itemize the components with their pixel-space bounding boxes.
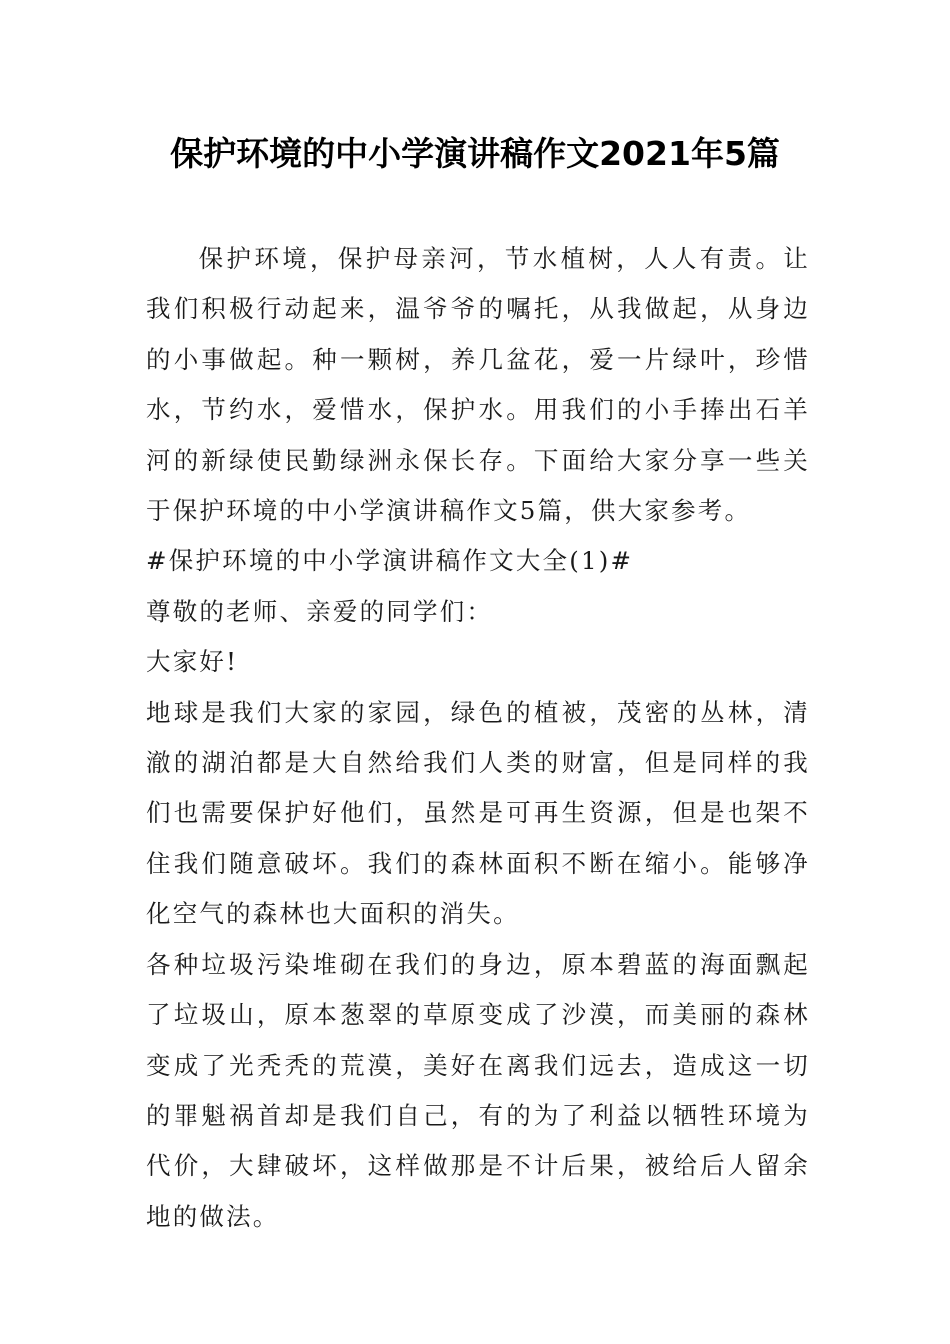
- document-title: 保护环境的中小学演讲稿作文2021年5篇: [170, 134, 780, 173]
- intro-paragraph: 保护环境，保护母亲河，节水植树，人人有责。让我们积极行动起来，温爷爷的嘱托，从我做起，从身边的小事做起。种一颗树，养几盆花，爱一片绿叶，珍惜水，节约水，爱惜水，保护水。用我们的小手捧出石羊河的新绿使民勤绿洲永保长存。下面给大家分享一些关于保护环境的中小学演讲稿作文5篇，供大家参考。: [146, 244, 810, 526]
- salutation: 尊敬的老师、亲爱的同学们：: [146, 596, 494, 626]
- greeting: 大家好!: [146, 647, 239, 677]
- section-heading: #保护环境的中小学演讲稿作文大全(1)#: [146, 546, 634, 576]
- document-body: [146, 234, 810, 1242]
- body-paragraph: 地球是我们大家的家园，绿色的植被，茂密的丛林，清澈的湖泊都是大自然给我们人类的财富，但是同样的我们也需要保护好他们，虽然是可再生资源，但是也架不住我们随意破坏。我们的森林面积不断在缩小。能够净化空气的森林也大面积的消失。: [146, 697, 810, 929]
- body-paragraph: 各种垃圾污染堆砌在我们的身边，原本碧蓝的海面飘起了垃圾山，原本葱翠的草原变成了沙漠，而美丽的森林变成了光秃秃的荒漠，美好在离我们远去，造成这一切的罪魁祸首却是我们自己，有的为了利益以牺牲环境为代价，大肆破坏，这样做那是不计后果，被给后人留余地的做法。: [146, 949, 810, 1231]
